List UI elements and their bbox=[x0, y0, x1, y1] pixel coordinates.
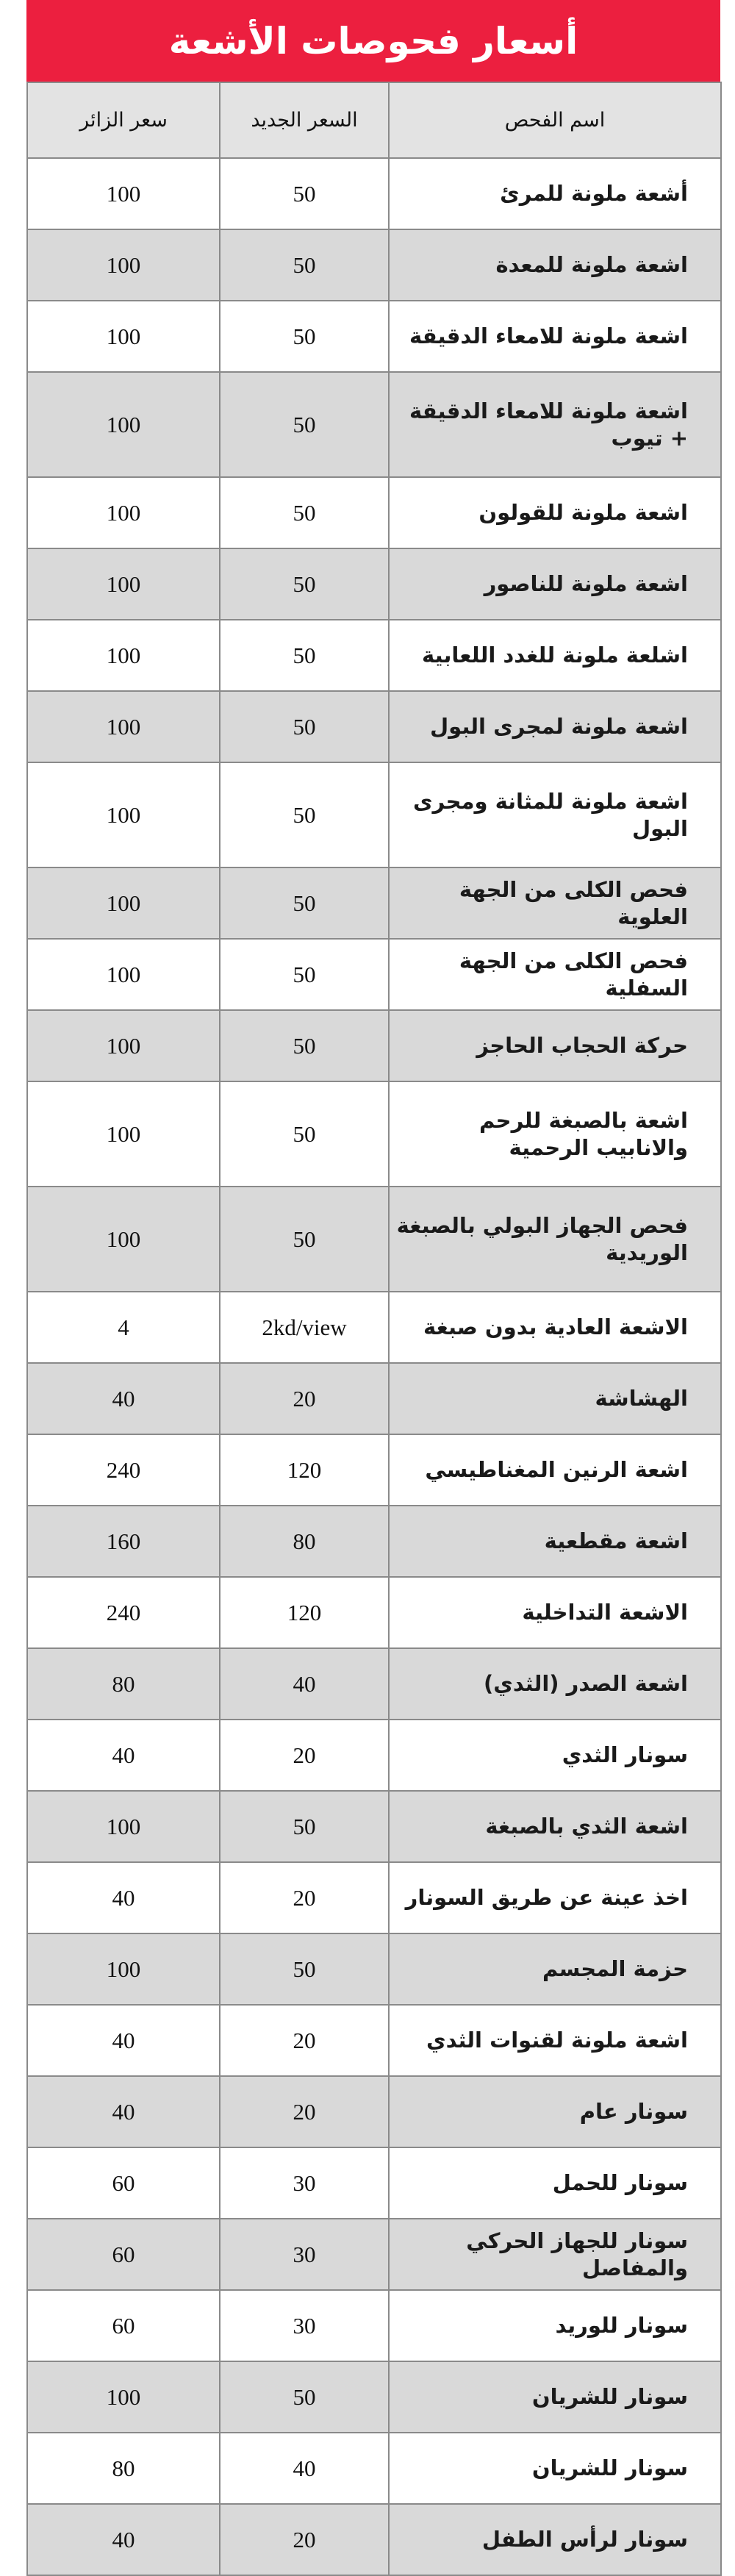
exam-name-cell: اشعة الثدي بالصبغة bbox=[389, 1791, 721, 1862]
new-price-cell: 20 bbox=[220, 1862, 389, 1933]
new-price-cell: 120 bbox=[220, 1434, 389, 1506]
exam-name-cell: اشعة ملونة للقولون bbox=[389, 477, 721, 548]
header-exam-name: اسم الفحص bbox=[389, 82, 721, 158]
new-price-cell: 50 bbox=[220, 620, 389, 691]
new-price-cell: 50 bbox=[220, 158, 389, 229]
visitor-price-cell: 40 bbox=[27, 1720, 220, 1791]
visitor-price-cell: 100 bbox=[27, 548, 220, 620]
exam-name-cell: سونار الثدي bbox=[389, 1720, 721, 1791]
exam-name-cell: سونار للشريان bbox=[389, 2433, 721, 2504]
exam-name-cell: سونار للجهاز الحركي والمفاصل bbox=[389, 2219, 721, 2290]
exam-name-cell: اشعة ملونة للناصور bbox=[389, 548, 721, 620]
visitor-price-cell: 100 bbox=[27, 301, 220, 372]
price-table bbox=[26, 82, 722, 2576]
visitor-price-cell: 40 bbox=[27, 2005, 220, 2076]
table-row bbox=[27, 620, 721, 691]
table-row bbox=[27, 2290, 721, 2361]
visitor-price-cell: 100 bbox=[27, 2361, 220, 2433]
exam-name-cell: فحص الكلى من الجهة العلوية bbox=[389, 867, 721, 939]
visitor-price-cell: 80 bbox=[27, 2433, 220, 2504]
visitor-price-cell: 100 bbox=[27, 762, 220, 867]
visitor-price-cell: 60 bbox=[27, 2147, 220, 2219]
table-row bbox=[27, 1506, 721, 1577]
exam-name-cell: اشعة ملونة للمعدة bbox=[389, 229, 721, 301]
new-price-cell: 50 bbox=[220, 1791, 389, 1862]
visitor-price-cell: 40 bbox=[27, 2504, 220, 2575]
table-row bbox=[27, 1933, 721, 2005]
table-header-row bbox=[27, 82, 721, 158]
visitor-price-cell: 100 bbox=[27, 1081, 220, 1187]
table-row bbox=[27, 691, 721, 762]
new-price-cell: 40 bbox=[220, 2433, 389, 2504]
table-body bbox=[27, 158, 721, 2575]
exam-name-cell: فحص الكلى من الجهة السفلية bbox=[389, 939, 721, 1010]
table-row bbox=[27, 1010, 721, 1081]
visitor-price-cell: 240 bbox=[27, 1577, 220, 1648]
visitor-price-cell: 100 bbox=[27, 372, 220, 477]
new-price-cell: 50 bbox=[220, 1010, 389, 1081]
header-visitor-price: سعر الزائر bbox=[27, 82, 220, 158]
visitor-price-cell: 40 bbox=[27, 1862, 220, 1933]
new-price-cell: 50 bbox=[220, 867, 389, 939]
visitor-price-cell: 100 bbox=[27, 158, 220, 229]
table-row bbox=[27, 939, 721, 1010]
visitor-price-cell: 100 bbox=[27, 1187, 220, 1292]
visitor-price-cell: 4 bbox=[27, 1292, 220, 1363]
new-price-cell: 20 bbox=[220, 2504, 389, 2575]
visitor-price-cell: 100 bbox=[27, 691, 220, 762]
visitor-price-cell: 160 bbox=[27, 1506, 220, 1577]
new-price-cell: 20 bbox=[220, 1363, 389, 1434]
table-row bbox=[27, 2361, 721, 2433]
exam-name-cell: اشعة ملونة للامعاء الدقيقة bbox=[389, 301, 721, 372]
exam-name-cell: اشعة ملونة للامعاء الدقيقة + تيوب bbox=[389, 372, 721, 477]
new-price-cell: 2kd/view bbox=[220, 1292, 389, 1363]
header-new-price: السعر الجديد bbox=[220, 82, 389, 158]
exam-name-cell: سونار عام bbox=[389, 2076, 721, 2147]
new-price-cell: 50 bbox=[220, 2361, 389, 2433]
visitor-price-cell: 100 bbox=[27, 229, 220, 301]
new-price-cell: 120 bbox=[220, 1577, 389, 1648]
visitor-price-cell: 100 bbox=[27, 867, 220, 939]
table-row bbox=[27, 1363, 721, 1434]
exam-name-cell: اشعة ملونة لمجرى البول bbox=[389, 691, 721, 762]
table-row bbox=[27, 2005, 721, 2076]
new-price-cell: 40 bbox=[220, 1648, 389, 1720]
exam-name-cell: سونار لرأس الطفل bbox=[389, 2504, 721, 2575]
visitor-price-cell: 100 bbox=[27, 1010, 220, 1081]
new-price-cell: 50 bbox=[220, 1933, 389, 2005]
table-row bbox=[27, 548, 721, 620]
exam-name-cell: سونار للوريد bbox=[389, 2290, 721, 2361]
visitor-price-cell: 100 bbox=[27, 477, 220, 548]
exam-name-cell: سونار للحمل bbox=[389, 2147, 721, 2219]
new-price-cell: 50 bbox=[220, 1187, 389, 1292]
new-price-cell: 30 bbox=[220, 2147, 389, 2219]
table-row bbox=[27, 2076, 721, 2147]
visitor-price-cell: 100 bbox=[27, 1933, 220, 2005]
new-price-cell: 80 bbox=[220, 1506, 389, 1577]
new-price-cell: 50 bbox=[220, 691, 389, 762]
new-price-cell: 50 bbox=[220, 762, 389, 867]
new-price-cell: 30 bbox=[220, 2219, 389, 2290]
table-row bbox=[27, 1434, 721, 1506]
table-row bbox=[27, 1187, 721, 1292]
exam-name-cell: الاشعة العادية بدون صبغة bbox=[389, 1292, 721, 1363]
exam-name-cell: اشعة ملونة للمثانة ومجرى البول bbox=[389, 762, 721, 867]
exam-name-cell: حركة الحجاب الحاجز bbox=[389, 1010, 721, 1081]
new-price-cell: 50 bbox=[220, 1081, 389, 1187]
new-price-cell: 50 bbox=[220, 301, 389, 372]
table-row bbox=[27, 1292, 721, 1363]
exam-name-cell: اشعة الرنين المغناطيسي bbox=[389, 1434, 721, 1506]
table-row bbox=[27, 301, 721, 372]
table-row bbox=[27, 1720, 721, 1791]
exam-name-cell: اخذ عينة عن طريق السونار bbox=[389, 1862, 721, 1933]
page-title: أسعار فحوصات الأشعة bbox=[26, 0, 720, 82]
exam-name-cell: الهشاشة bbox=[389, 1363, 721, 1434]
visitor-price-cell: 60 bbox=[27, 2219, 220, 2290]
visitor-price-cell: 80 bbox=[27, 1648, 220, 1720]
exam-name-cell: حزمة المجسم bbox=[389, 1933, 721, 2005]
exam-name-cell: الاشعة التداخلية bbox=[389, 1577, 721, 1648]
exam-name-cell: اشعة مقطعية bbox=[389, 1506, 721, 1577]
table-row bbox=[27, 1081, 721, 1187]
visitor-price-cell: 100 bbox=[27, 939, 220, 1010]
new-price-cell: 20 bbox=[220, 2005, 389, 2076]
exam-name-cell: اشلعة ملونة للغدد اللعابية bbox=[389, 620, 721, 691]
new-price-cell: 50 bbox=[220, 939, 389, 1010]
exam-name-cell: سونار للشريان bbox=[389, 2361, 721, 2433]
new-price-cell: 50 bbox=[220, 229, 389, 301]
new-price-cell: 20 bbox=[220, 1720, 389, 1791]
visitor-price-cell: 40 bbox=[27, 2076, 220, 2147]
table-row bbox=[27, 1648, 721, 1720]
new-price-cell: 50 bbox=[220, 477, 389, 548]
table-row bbox=[27, 2433, 721, 2504]
table-row bbox=[27, 2219, 721, 2290]
table-row bbox=[27, 2147, 721, 2219]
table-row bbox=[27, 1862, 721, 1933]
exam-name-cell: أشعة ملونة للمرئ bbox=[389, 158, 721, 229]
exam-name-cell: اشعة الصدر (الثدي) bbox=[389, 1648, 721, 1720]
table-row bbox=[27, 158, 721, 229]
table-row bbox=[27, 1577, 721, 1648]
visitor-price-cell: 60 bbox=[27, 2290, 220, 2361]
exam-name-cell: اشعة بالصبغة للرحم والانابيب الرحمية bbox=[389, 1081, 721, 1187]
table-row bbox=[27, 1791, 721, 1862]
exam-name-cell: فحص الجهاز البولي بالصبغة الوريدية bbox=[389, 1187, 721, 1292]
visitor-price-cell: 100 bbox=[27, 1791, 220, 1862]
new-price-cell: 20 bbox=[220, 2076, 389, 2147]
visitor-price-cell: 100 bbox=[27, 620, 220, 691]
table-row bbox=[27, 477, 721, 548]
new-price-cell: 50 bbox=[220, 372, 389, 477]
table-row bbox=[27, 372, 721, 477]
visitor-price-cell: 40 bbox=[27, 1363, 220, 1434]
exam-name-cell: اشعة ملونة لقنوات الثدي bbox=[389, 2005, 721, 2076]
visitor-price-cell: 240 bbox=[27, 1434, 220, 1506]
table-row bbox=[27, 229, 721, 301]
table-row bbox=[27, 762, 721, 867]
table-row bbox=[27, 2504, 721, 2575]
new-price-cell: 30 bbox=[220, 2290, 389, 2361]
table-row bbox=[27, 867, 721, 939]
new-price-cell: 50 bbox=[220, 548, 389, 620]
